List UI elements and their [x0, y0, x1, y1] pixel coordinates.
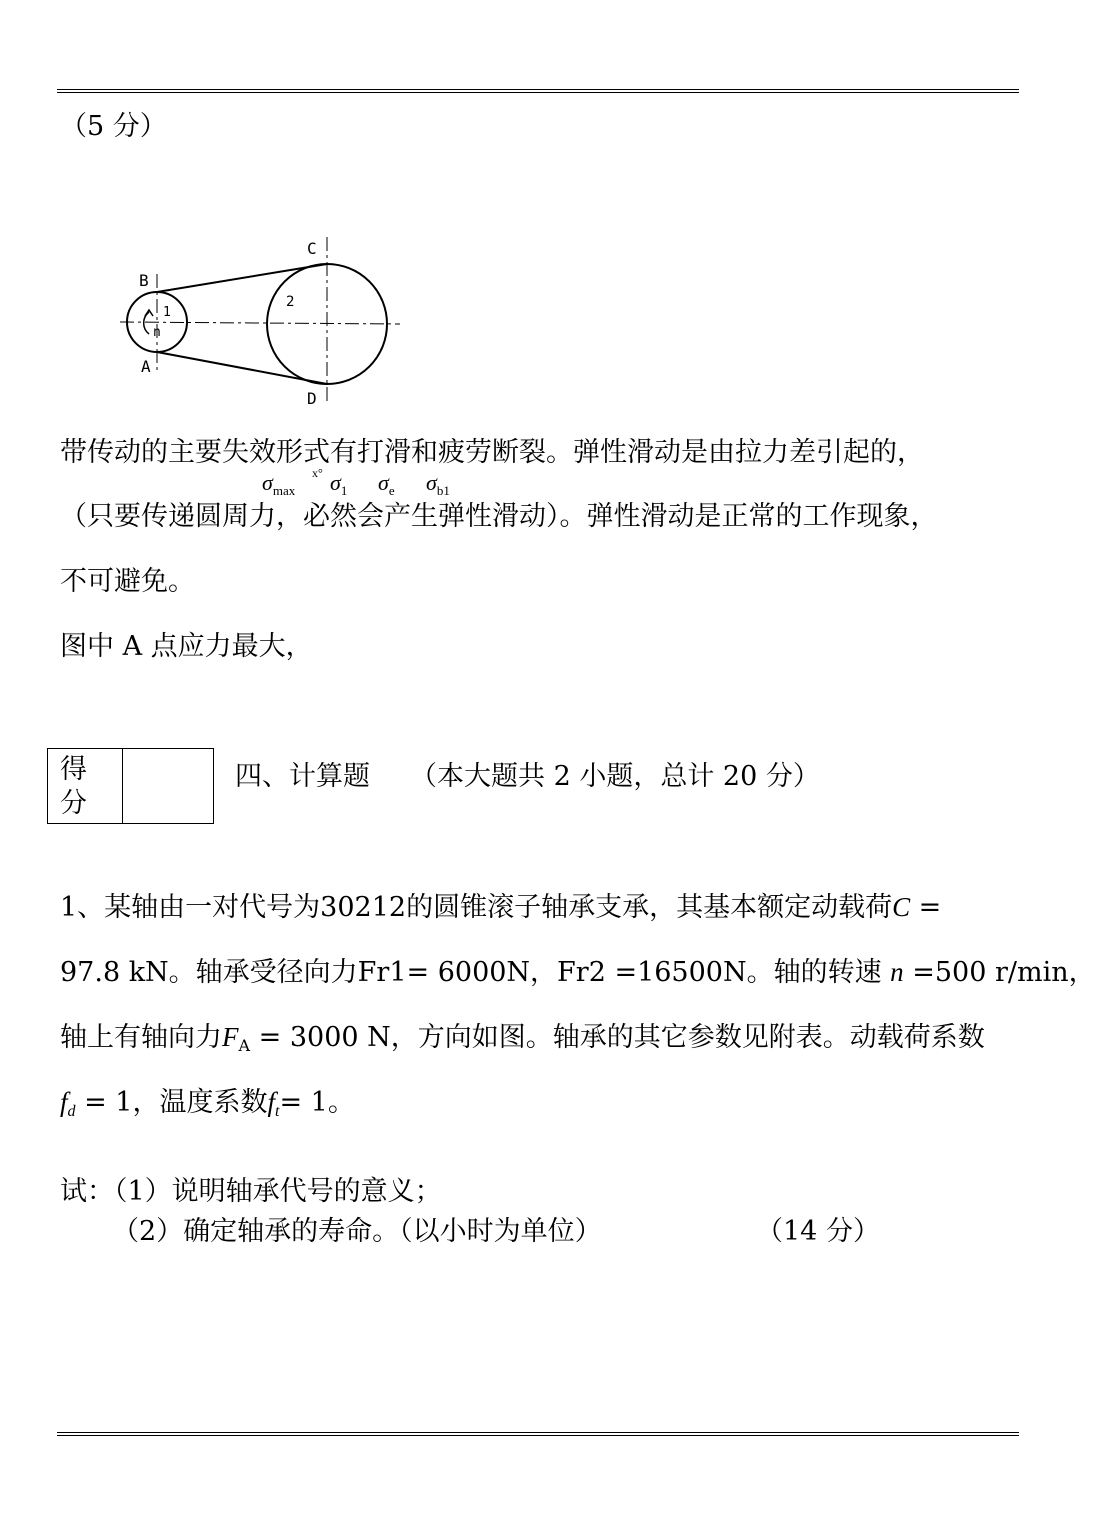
sigma-1: $\sigma_1$ — [330, 470, 348, 498]
answer-line-2: （只要传递圆周力，必然会产生弹性滑动）。弹性滑动是正常的工作现象， — [60, 501, 938, 532]
label-D: D — [307, 389, 317, 408]
sigma-extra: x° — [312, 466, 323, 480]
score-box-divider — [122, 749, 123, 823]
problem-line-4: $f_d = 1$，温度系数$f_t= 1$。 — [60, 1087, 355, 1120]
label-2: 2 — [286, 294, 295, 310]
sigma-e: $\sigma_e$ — [378, 470, 395, 498]
belt-top — [157, 264, 327, 292]
question-2: （2）确定轴承的寿命。（以小时为单位） — [112, 1216, 602, 1247]
answer-line-4: 图中 A 点应力最大， — [60, 631, 313, 662]
label-n: n — [153, 325, 161, 340]
question-2-score: （14 分） — [756, 1216, 880, 1247]
section-note: （本大题共 2 小题，总计 20 分） — [410, 761, 820, 792]
bottom-rule-2 — [57, 1435, 1019, 1436]
score-note: （5 分） — [60, 111, 167, 142]
problem-line-3: 轴上有轴向力$F_A = 3000$ N，方向如图。轴承的其它参数见附表。动载荷系数 — [60, 1022, 985, 1055]
score-box — [47, 748, 214, 824]
score-label-bottom: 分 — [60, 788, 87, 819]
problem-line-2: 97.8 kN。轴承受径向力Fr1= 6000N，Fr2 =16500N。轴的转速 n =500 r/min， — [60, 957, 1096, 988]
bottom-rule-1 — [57, 1432, 1019, 1433]
belt-drive-diagram — [115, 232, 410, 412]
answer-line-3: 不可避免。 — [60, 566, 195, 597]
belt-bottom — [157, 352, 327, 384]
problem-line-1: 1、某轴由一对代号为30212的圆锥滚子轴承支承，其基本额定动载荷C = — [60, 892, 942, 923]
question-1: 试：（1）说明轴承代号的意义； — [60, 1176, 442, 1207]
horizontal-centerline — [120, 322, 400, 324]
label-1: 1 — [163, 305, 171, 320]
label-B: B — [139, 271, 149, 290]
score-label-top: 得 — [60, 754, 87, 785]
top-rule-2 — [57, 92, 1019, 93]
answer-line-1: 带传动的主要失效形式有打滑和疲劳断裂。弹性滑动是由拉力差引起的， — [60, 437, 924, 468]
sigma-max: $\sigma_{max}$ — [262, 470, 296, 498]
label-C: C — [307, 239, 317, 258]
sigma-b1: $\sigma_{b1}$ — [426, 470, 450, 498]
top-rule-1 — [57, 89, 1019, 90]
label-A: A — [141, 357, 151, 376]
section-title: 四、计算题 — [235, 761, 370, 792]
